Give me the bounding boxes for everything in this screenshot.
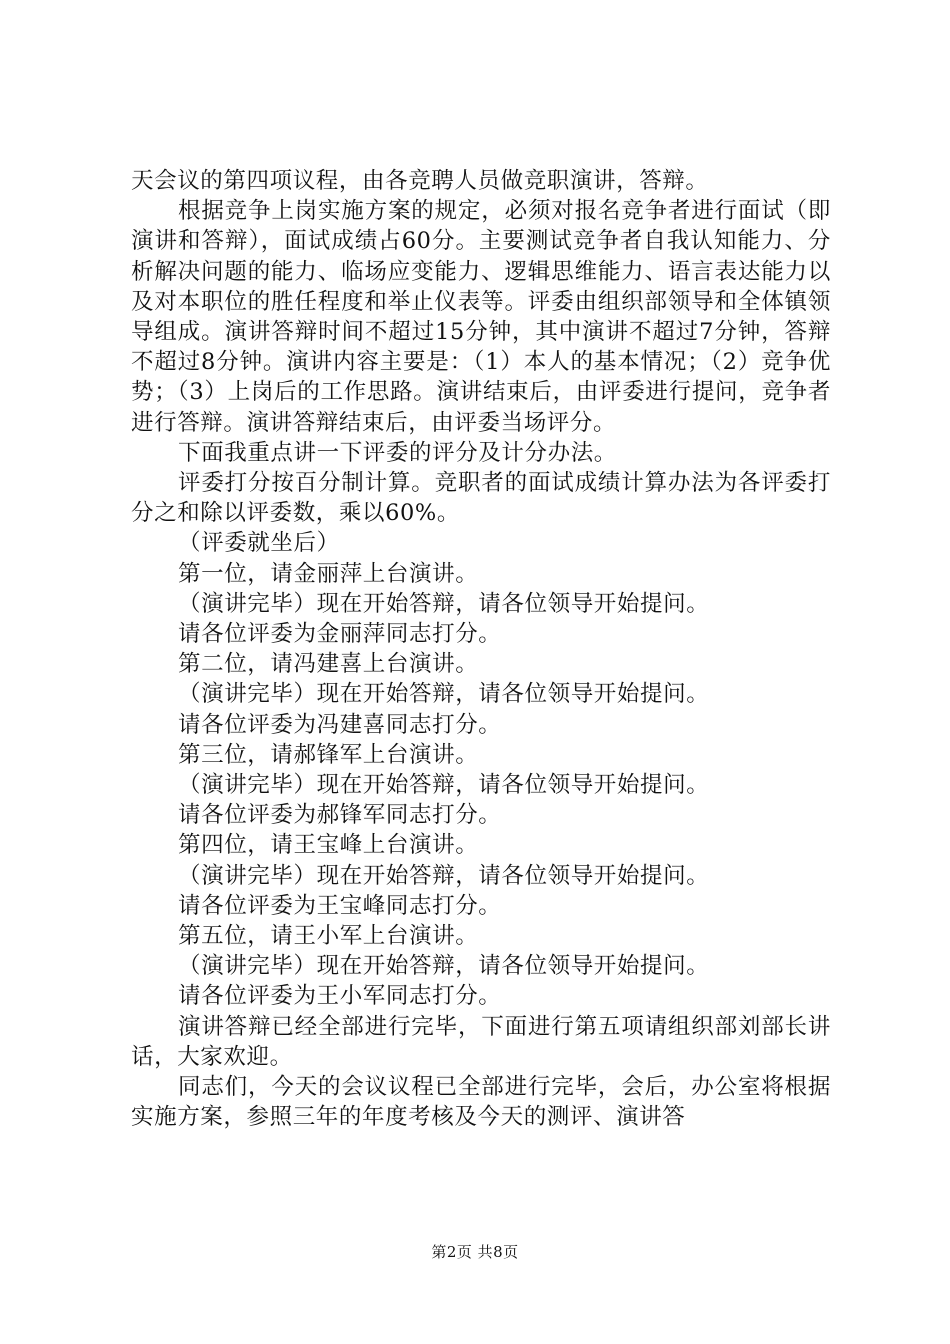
paragraph: （评委就坐后） xyxy=(178,530,340,557)
paragraph: 天会议的第四项议程，由各竞聘人员做竞职演讲，答辩。 xyxy=(131,168,709,194)
paragraph: 请各位评委为王宝峰同志打分。 xyxy=(178,892,502,919)
document-body xyxy=(131,166,831,1133)
paragraph: 第四位，请王宝峰上台演讲。 xyxy=(178,832,479,859)
paragraph: 请各位评委为金丽萍同志打分。 xyxy=(178,621,502,648)
paragraph: （演讲完毕）现在开始答辩，请各位领导开始提问。 xyxy=(178,681,710,708)
paragraph: 请各位评委为冯建喜同志打分。 xyxy=(178,711,502,738)
paragraph: （演讲完毕）现在开始答辩，请各位领导开始提问。 xyxy=(178,862,710,889)
paragraph: 第三位，请郝锋军上台演讲。 xyxy=(178,741,479,768)
paragraph: 评委打分按百分制计算。竞职者的面试成绩计算办法为各评委打分之和除以评委数，乘以60%。 xyxy=(131,470,831,527)
paragraph: 下面我重点讲一下评委的评分及计分办法。 xyxy=(178,439,617,466)
paragraph: 第五位，请王小军上台演讲。 xyxy=(178,923,479,950)
page-number-footer: 第2页 共8页 xyxy=(431,1243,519,1261)
paragraph: 根据竞争上岗实施方案的规定，必须对报名竞争者进行面试（即演讲和答辩），面试成绩占60分。主要测试竞争者自我认知能力、分析解决问题的能力、临场应变能力、逻辑思维能力、语言表达能力以及对本职位的胜任程度和举止仪表等。评委由组织部领导和全体镇领导组成。演讲答辩时间不超过15分钟，其中演讲不超过7分钟，答辩不超过8分钟。演讲内容主要是：（1）本人的基本情况；（2）竞争优势；（3）上岗后的工作思路。演讲结束后，由评委进行提问，竞争者进行答辩。演讲答辩结束后，由评委当场评分。 xyxy=(131,198,831,436)
paragraph: （演讲完毕）现在开始答辩，请各位领导开始提问。 xyxy=(178,772,710,799)
paragraph: 请各位评委为郝锋军同志打分。 xyxy=(178,802,502,829)
paragraph: （演讲完毕）现在开始答辩，请各位领导开始提问。 xyxy=(178,953,710,980)
paragraph: 演讲答辩已经全部进行完毕，下面进行第五项请组织部刘部长讲话，大家欢迎。 xyxy=(131,1013,831,1070)
paragraph: 同志们，今天的会议议程已全部进行完毕，会后，办公室将根据实施方案，参照三年的年度考核及今天的测评、演讲答 xyxy=(131,1074,831,1131)
paragraph: 第一位，请金丽萍上台演讲。 xyxy=(178,560,479,587)
paragraph: （演讲完毕）现在开始答辩，请各位领导开始提问。 xyxy=(178,590,710,617)
paragraph: 请各位评委为王小军同志打分。 xyxy=(178,983,502,1010)
paragraph: 第二位，请冯建喜上台演讲。 xyxy=(178,651,479,678)
